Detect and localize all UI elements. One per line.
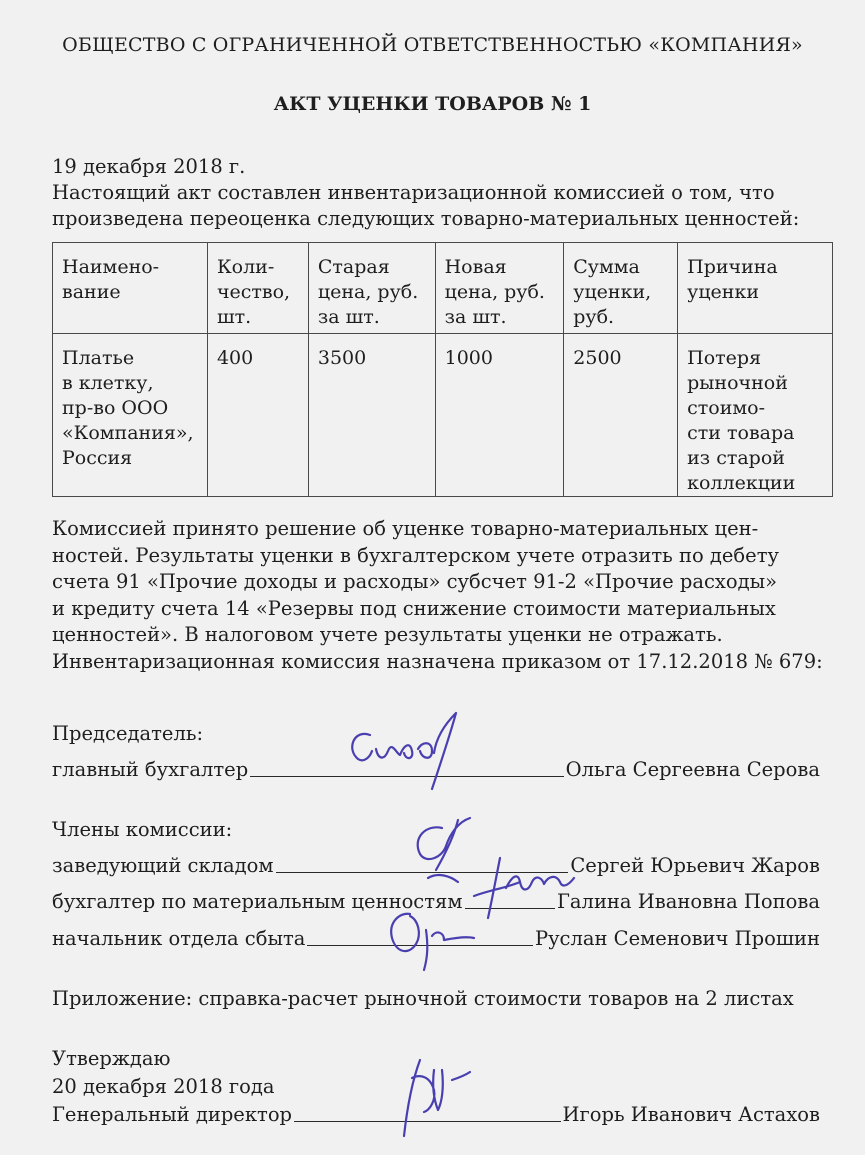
decision-line: счета 91 «Прочие доходы и расходы» субсчет 91-2 «Прочие расходы» [52, 570, 778, 593]
chairman-signature-icon [340, 705, 470, 795]
member-signature-icon [470, 848, 580, 928]
organization-name: ОБЩЕСТВО С ОГРАНИЧЕННОЙ ОТВЕТСТВЕННОСТЬЮ «КОМПАНИЯ» [62, 34, 803, 56]
header-cell-name: Наимено- вание [53, 243, 208, 334]
header-cell-markdown-sum: Сумма уценки, руб. [564, 243, 678, 334]
intro-line: произведена переоценка следующих товарно-материальных ценностей: [52, 207, 800, 230]
decision-line: Комиссией принято решение об уценке товарно-материальных цен- [52, 517, 759, 540]
members-label: Члены комиссии: [52, 818, 233, 841]
member-position: заведующий складом [52, 854, 274, 877]
member-name: Галина Ивановна Попова [557, 890, 820, 913]
table-row [53, 334, 833, 497]
chairman-name: Ольга Сергеевна Серова [565, 758, 820, 781]
decision-line: ностей. Результаты уценки в бухгалтерском учете отразить по дебету [52, 543, 779, 567]
intro-block [52, 154, 852, 232]
header-cell-quantity: Коли- чество, шт. [207, 243, 308, 334]
director-name: Игорь Иванович Астахов [562, 1103, 820, 1126]
header-cell-reason: Причина уценки [678, 243, 833, 334]
member-signature-icon [370, 900, 480, 980]
member-position: начальник отдела сбыта [52, 927, 306, 950]
header-cell-new-price: Новая цена, руб. за шт. [435, 243, 564, 334]
chairman-label: Председатель: [52, 722, 204, 745]
attachment-note: Приложение: справка-расчет рыночной стоимости товаров на 2 листах [52, 987, 794, 1010]
approval-date: 20 декабря 2018 года [52, 1075, 275, 1098]
chairman-position: главный бухгалтер [52, 758, 249, 781]
table-header-row [53, 243, 833, 334]
cell-quantity: 400 [207, 334, 308, 497]
document-date: 19 декабря 2018 г. [52, 155, 246, 178]
cell-markdown-sum: 2500 [564, 334, 678, 497]
member-name: Сергей Юрьевич Жаров [570, 854, 820, 877]
document-title: АКТ УЦЕНКИ ТОВАРОВ № 1 [273, 93, 592, 115]
cell-reason: Потеря рыночной стоимо- сти товара из старой коллекции [678, 334, 833, 497]
cell-new-price: 1000 [435, 334, 564, 497]
cell-item-name: Платье в клетку, пр-во ООО «Компания», Россия [53, 334, 208, 497]
header-cell-old-price: Старая цена, руб. за шт. [308, 243, 435, 334]
decision-paragraph [52, 516, 842, 675]
member-name: Руслан Семенович Прошин [534, 927, 820, 950]
markdown-table [52, 242, 833, 497]
decision-line: и кредиту счета 14 «Резервы под снижение стоимости материальных [52, 596, 776, 620]
intro-line: Настоящий акт составлен инвентаризационной комиссией о том, что [52, 181, 775, 204]
decision-line: ценностей». В налоговом учете результаты уценки не отражать. [52, 623, 723, 646]
approval-label: Утверждаю [52, 1047, 171, 1070]
member-position: бухгалтер по материальным ценностям [52, 890, 463, 913]
director-position: Генеральный директор [52, 1103, 293, 1126]
decision-line: Инвентаризационная комиссия назначена приказом от 17.12.2018 № 679: [52, 649, 823, 673]
cell-old-price: 3500 [308, 334, 435, 497]
director-signature-icon [390, 1040, 480, 1150]
